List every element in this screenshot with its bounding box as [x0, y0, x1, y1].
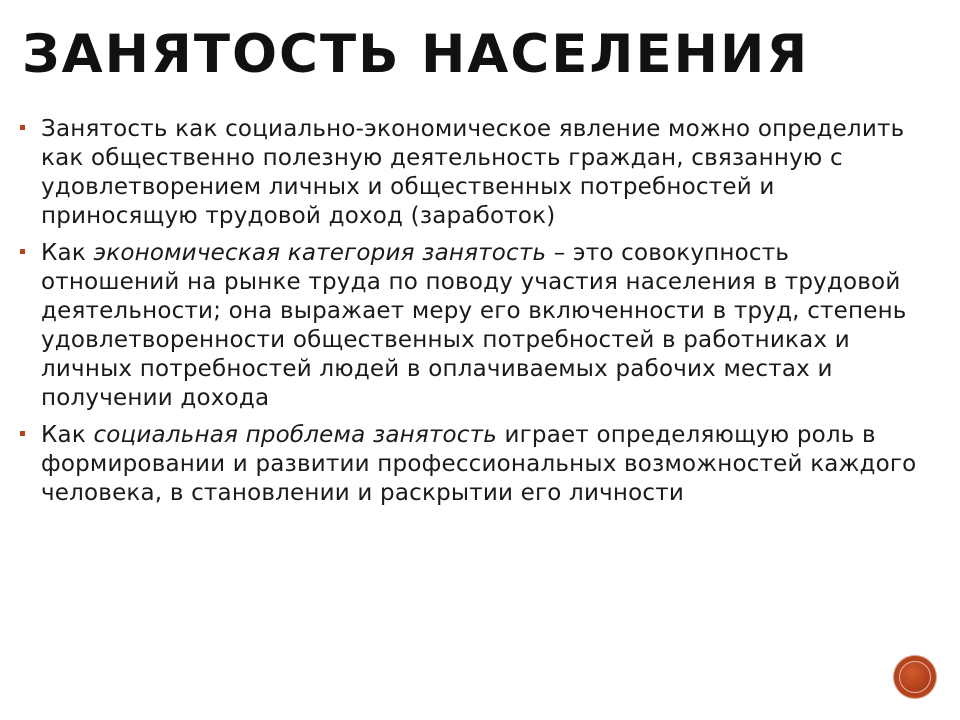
bullet-list — [20, 115, 935, 516]
bullet-3-italic-term: социальная проблема занятость — [93, 422, 497, 448]
bullet-1-text: Занятость как социально-экономическое явление можно определить как общественно полезную деятельность граждан, связанную с удовлетворением личных и общественных потребностей и приносящую трудовой доход (заработок) — [41, 116, 905, 229]
slide-title: ЗАНЯТОСТЬ НАСЕЛЕНИЯ — [22, 24, 810, 85]
square-bullet-icon — [20, 431, 25, 436]
bullet-2-text: – это совокупность отношений на рынке труда по поводу участия населения в трудовой деятельности; она выражает меру его включенности в труд, степень удовлетворенности общественных потребностей в работниках и личных потребностей людей в оплачиваемых рабочих местах и получении дохода — [41, 240, 907, 411]
bullet-2-prefix: Как — [41, 240, 94, 266]
bullet-item-2 — [20, 239, 935, 413]
bullet-item-1 — [20, 115, 935, 231]
bullet-3-prefix: Как — [41, 422, 94, 448]
round-seal-icon — [894, 656, 936, 698]
square-bullet-icon — [20, 125, 25, 130]
square-bullet-icon — [20, 249, 25, 254]
round-seal-inner — [899, 661, 931, 693]
bullet-item-3 — [20, 421, 935, 508]
bullet-2-italic-term: экономическая категория занятость — [93, 240, 547, 266]
bullet-3-text: играет определяющую роль в формировании и развитии профессиональных возможностей каждого человека, в становлении и раскрытии его личности — [41, 422, 917, 506]
